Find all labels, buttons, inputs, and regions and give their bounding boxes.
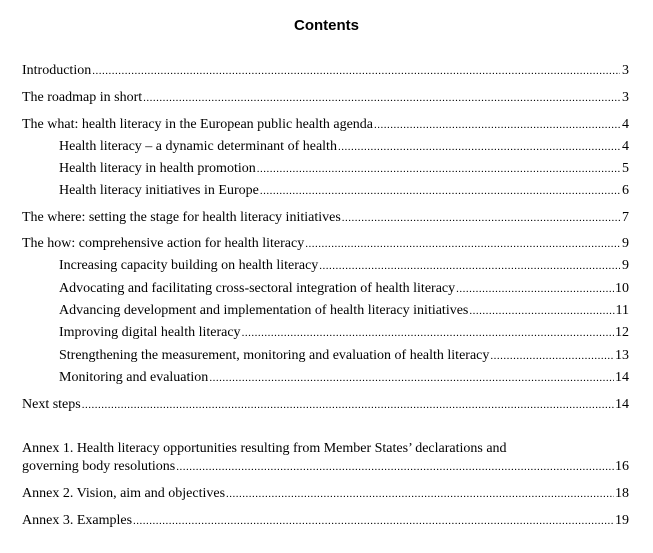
toc-page-number: 3 [622,63,629,78]
dot-leader [242,324,614,342]
toc-subentry-monitoring-evaluation[interactable] [59,369,629,387]
dot-leader [342,209,620,227]
contents-title: Contents [294,17,359,34]
toc-page-number: 10 [615,281,629,296]
dot-leader [319,257,620,275]
toc-entry-label: The what: health literacy in the European public health agenda [22,117,374,132]
toc-page-number: 9 [622,258,629,273]
dot-leader [338,138,620,156]
toc-page-number: 5 [622,161,629,176]
toc-page-number: 13 [615,348,629,363]
dot-leader [490,347,614,365]
toc-subentry-development-implementation[interactable] [59,302,629,320]
toc-page-number: 12 [615,325,629,340]
dot-leader [257,160,620,178]
dot-leader [143,89,620,107]
toc-page-number: 14 [615,397,629,412]
toc-subentry-digital-health-literacy[interactable] [59,324,629,342]
toc-entry-label: Annex 3. Examples [22,513,133,528]
dot-leader [92,62,620,80]
toc-entry-the-how[interactable] [22,235,629,253]
toc-page-number: 14 [615,370,629,385]
dot-leader [305,235,620,253]
toc-subentry-cross-sectoral[interactable] [59,280,629,298]
toc-entry-annex-1[interactable] [22,458,629,476]
toc-page-number: 4 [622,139,629,154]
toc-page-number: 3 [622,90,629,105]
toc-entry-the-what[interactable] [22,116,629,134]
toc-page-number: 4 [622,117,629,132]
toc-entry-label: Introduction [22,63,92,78]
toc-subentry-dynamic-determinant[interactable] [59,138,629,156]
dot-leader [456,280,614,298]
toc-entry-label: Strengthening the measurement, monitoring and evaluation of health literacy [59,348,490,363]
toc-subentry-capacity-building[interactable] [59,257,629,275]
toc-entry-label: Increasing capacity building on health literacy [59,258,319,273]
toc-entry-introduction[interactable] [22,62,629,80]
toc-entry-label: Annex 2. Vision, aim and objectives [22,486,226,501]
toc-entry-label: The where: setting the stage for health literacy initiatives [22,210,341,225]
toc-entry-label: The how: comprehensive action for health literacy [22,236,305,251]
dot-leader [209,369,614,387]
toc-page-number: 19 [615,513,629,528]
toc-subentry-initiatives-europe[interactable] [59,182,629,200]
toc-subentry-measurement[interactable] [59,347,629,365]
toc-entry-label: Next steps [22,397,81,412]
toc-entry-annex-1-line1[interactable]: Annex 1. Health literacy opportunities resulting from Member States’ declarations and [22,441,507,456]
toc-page-number: 16 [615,459,629,474]
toc-page-number: 6 [622,183,629,198]
dot-leader [260,182,620,200]
dot-leader [133,512,614,530]
toc-subentry-health-promotion[interactable] [59,160,629,178]
toc-entry-annex-2[interactable] [22,485,629,503]
toc-entry-label: Monitoring and evaluation [59,370,209,385]
toc-entry-next-steps[interactable] [22,396,629,414]
dot-leader [226,485,614,503]
toc-entry-label: The roadmap in short [22,90,143,105]
toc-page-number: 11 [615,303,629,318]
toc-entry-roadmap-in-short[interactable] [22,89,629,107]
toc-entry-annex-3[interactable] [22,512,629,530]
toc-page-number: 18 [615,486,629,501]
toc-entry-label: Advocating and facilitating cross-sectoral integration of health literacy [59,281,456,296]
toc-entry-label: Advancing development and implementation of health literacy initiatives [59,303,469,318]
toc-entry-label: governing body resolutions [22,459,176,474]
toc-entry-label: Health literacy initiatives in Europe [59,183,259,198]
dot-leader [374,116,620,134]
toc-page-number: 7 [622,210,629,225]
toc-page-number: 9 [622,236,629,251]
toc-entry-label: Improving digital health literacy [59,325,241,340]
dot-leader [176,458,614,476]
toc-entry-the-where[interactable] [22,209,629,227]
toc-entry-label: Health literacy in health promotion [59,161,256,176]
toc-entry-label: Health literacy – a dynamic determinant of health [59,139,337,154]
dot-leader [469,302,614,320]
dot-leader [82,396,614,414]
